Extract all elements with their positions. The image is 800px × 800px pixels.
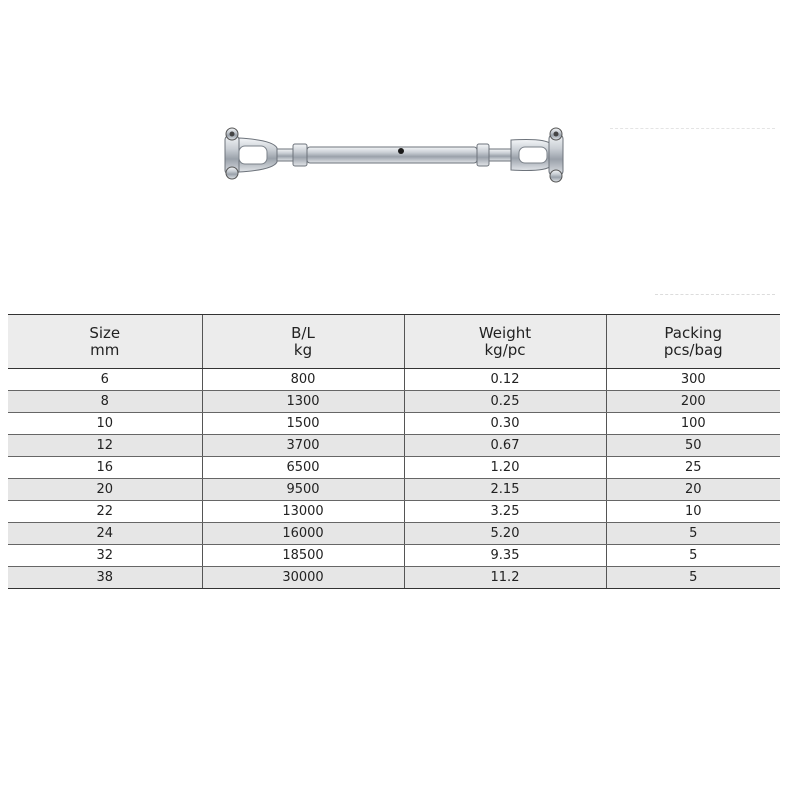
cell-weight: 11.2	[404, 567, 606, 589]
cell-breaking-load: 6500	[202, 457, 404, 479]
cell-size: 22	[8, 501, 202, 523]
cell-weight: 0.67	[404, 435, 606, 457]
cell-weight: 9.35	[404, 545, 606, 567]
cell-weight: 2.15	[404, 479, 606, 501]
cell-breaking-load: 30000	[202, 567, 404, 589]
header-size	[8, 315, 202, 369]
spec-table	[8, 314, 780, 589]
header-label: Packing	[664, 323, 723, 342]
table-row	[8, 369, 780, 391]
table-row	[8, 567, 780, 589]
cell-size: 6	[8, 369, 202, 391]
cell-packing: 25	[606, 457, 780, 479]
cell-size: 16	[8, 457, 202, 479]
cell-weight: 0.30	[404, 413, 606, 435]
cell-size: 32	[8, 545, 202, 567]
header-unit: kg/pc	[484, 340, 526, 359]
cell-weight: 3.25	[404, 501, 606, 523]
table-row	[8, 479, 780, 501]
cell-breaking-load: 1500	[202, 413, 404, 435]
table-header-row	[8, 315, 780, 369]
cell-size: 10	[8, 413, 202, 435]
cell-breaking-load: 3700	[202, 435, 404, 457]
turnbuckle-product-image	[215, 120, 575, 190]
cell-weight: 1.20	[404, 457, 606, 479]
cell-weight: 0.25	[404, 391, 606, 413]
cell-breaking-load: 16000	[202, 523, 404, 545]
table-row	[8, 391, 780, 413]
table-row	[8, 413, 780, 435]
cell-breaking-load: 13000	[202, 501, 404, 523]
cell-packing: 100	[606, 413, 780, 435]
header-label: Size	[89, 323, 121, 342]
cell-weight: 0.12	[404, 369, 606, 391]
header-breaking-load	[202, 315, 404, 369]
cell-packing: 200	[606, 391, 780, 413]
cell-size: 12	[8, 435, 202, 457]
cell-packing: 300	[606, 369, 780, 391]
cell-breaking-load: 800	[202, 369, 404, 391]
header-label: B/L	[291, 323, 315, 342]
cell-breaking-load: 9500	[202, 479, 404, 501]
table-row	[8, 457, 780, 479]
table-row	[8, 523, 780, 545]
cell-packing: 10	[606, 501, 780, 523]
table-row	[8, 435, 780, 457]
cell-weight: 5.20	[404, 523, 606, 545]
cell-size: 24	[8, 523, 202, 545]
header-weight	[404, 315, 606, 369]
cell-packing: 50	[606, 435, 780, 457]
cell-size: 20	[8, 479, 202, 501]
cell-packing: 5	[606, 523, 780, 545]
decorative-dashes	[655, 294, 775, 297]
cell-packing: 5	[606, 545, 780, 567]
header-unit: mm	[90, 340, 120, 359]
cell-packing: 5	[606, 567, 780, 589]
table-row	[8, 501, 780, 523]
table-row	[8, 545, 780, 567]
header-packing	[606, 315, 780, 369]
cell-packing: 20	[606, 479, 780, 501]
cell-breaking-load: 1300	[202, 391, 404, 413]
header-unit: kg	[293, 340, 313, 359]
header-unit: pcs/bag	[663, 340, 723, 359]
cell-size: 8	[8, 391, 202, 413]
decorative-dashes	[610, 128, 775, 132]
header-label: Weight	[478, 323, 532, 342]
cell-breaking-load: 18500	[202, 545, 404, 567]
cell-size: 38	[8, 567, 202, 589]
